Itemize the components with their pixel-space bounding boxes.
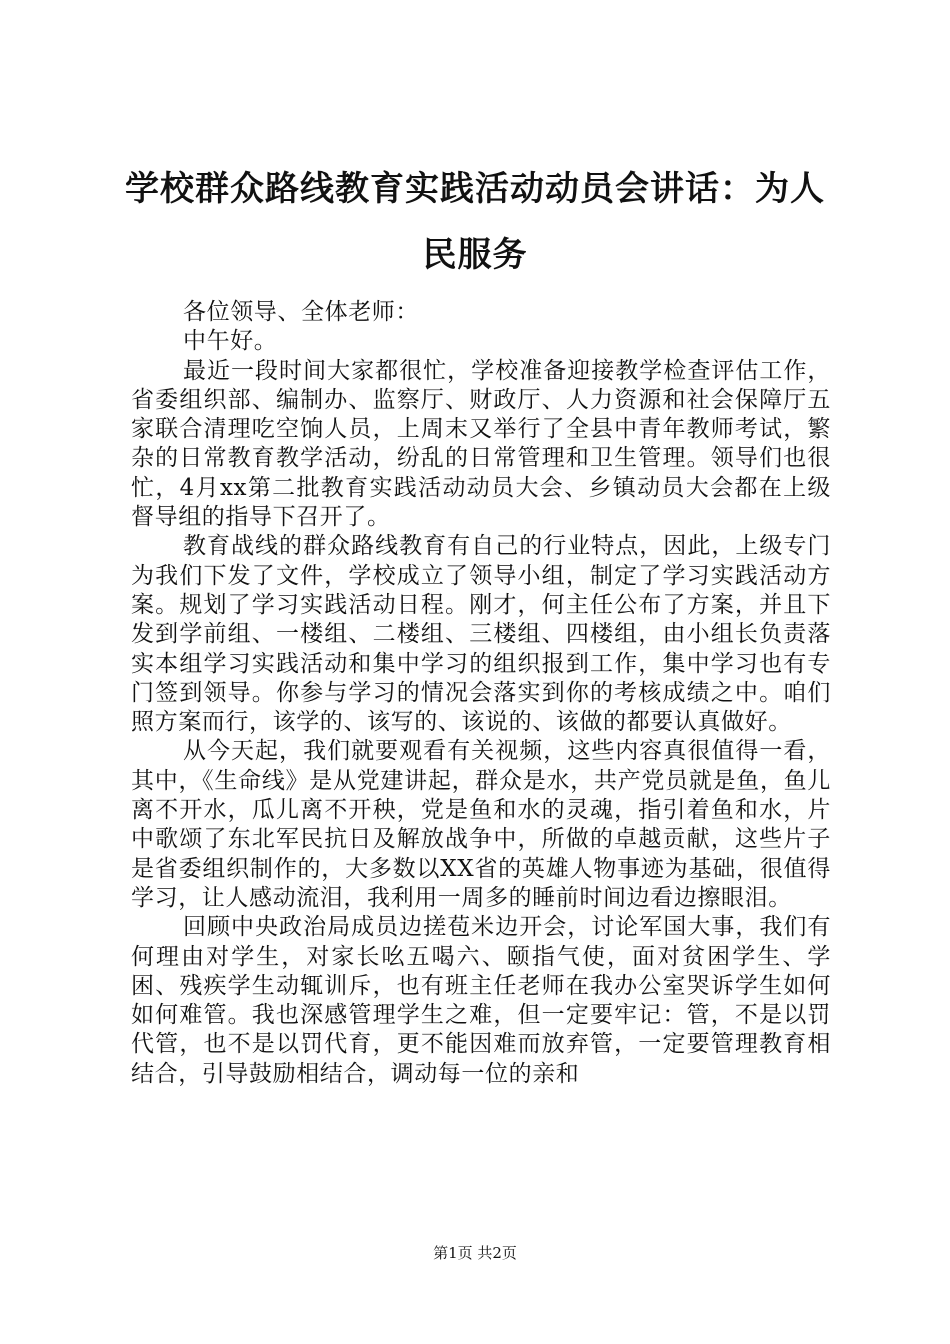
document-body [131,298,831,1089]
body-paragraph: 回顾中央政治局成员边搓苞米边开会，讨论军国大事，我们有何理由对学生，对家长吆五喝六、颐指气使，面对贫困学生、学困、残疾学生动辄训斥，也有班主任老师在我办公室哭诉学生如何如何难管。我也深感管理学生之难，但一定要牢记：管，不是以罚代管，也不是以罚代育，更不能因难而放弃管，一定要管理教育相结合，引导鼓励相结合，调动每一位的亲和 [131,914,831,1087]
greeting: 中午好。 [183,328,278,355]
page-number-footer: 第1页 共2页 [433,1244,517,1262]
body-paragraph: 从今天起，我们就要观看有关视频，这些内容真很值得一看，其中，《生命线》是从党建讲起，群众是水，共产党员就是鱼，鱼儿离不开水，瓜儿离不开秧，党是鱼和水的灵魂，指引着鱼和水，片中歌颂了东北军民抗日及解放战争中，所做的卓越贡献，这些片子是省委组织制作的，大多数以XX省的英雄人物事迹为基础，很值得学习，让人感动流泪，我利用一周多的睡前时间边看边擦眼泪。 [131,738,831,911]
body-paragraph: 最近一段时间大家都很忙，学校准备迎接教学检查评估工作，省委组织部、编制办、监察厅、财政厅、人力资源和社会保障厅五家联合清理吃空饷人员，上周末又举行了全县中青年教师考试，繁杂的日常教育教学活动，纷乱的日常管理和卫生管理。领导们也很忙，4月xx第二批教育实践活动动员大会、乡镇动员大会都在上级督导组的指导下召开了。 [131,357,831,531]
body-paragraph: 教育战线的群众路线教育有自己的行业特点，因此，上级专门为我们下发了文件，学校成立了领导小组，制定了学习实践活动方案。规划了学习实践活动日程。刚才，何主任公布了方案，并且下发到学前组、一楼组、二楼组、三楼组、四楼组，由小组长负责落实本组学习实践活动和集中学习的组织报到工作，集中学习也有专门签到领导。你参与学习的情况会落实到你的考核成绩之中。咱们照方案而行，该学的、该写的、该说的、该做的都要认真做好。 [131,533,831,736]
salutation: 各位领导、全体老师： [183,299,419,325]
document-title: 学校群众路线教育实践活动动员会讲话：为人民服务 [125,169,825,275]
